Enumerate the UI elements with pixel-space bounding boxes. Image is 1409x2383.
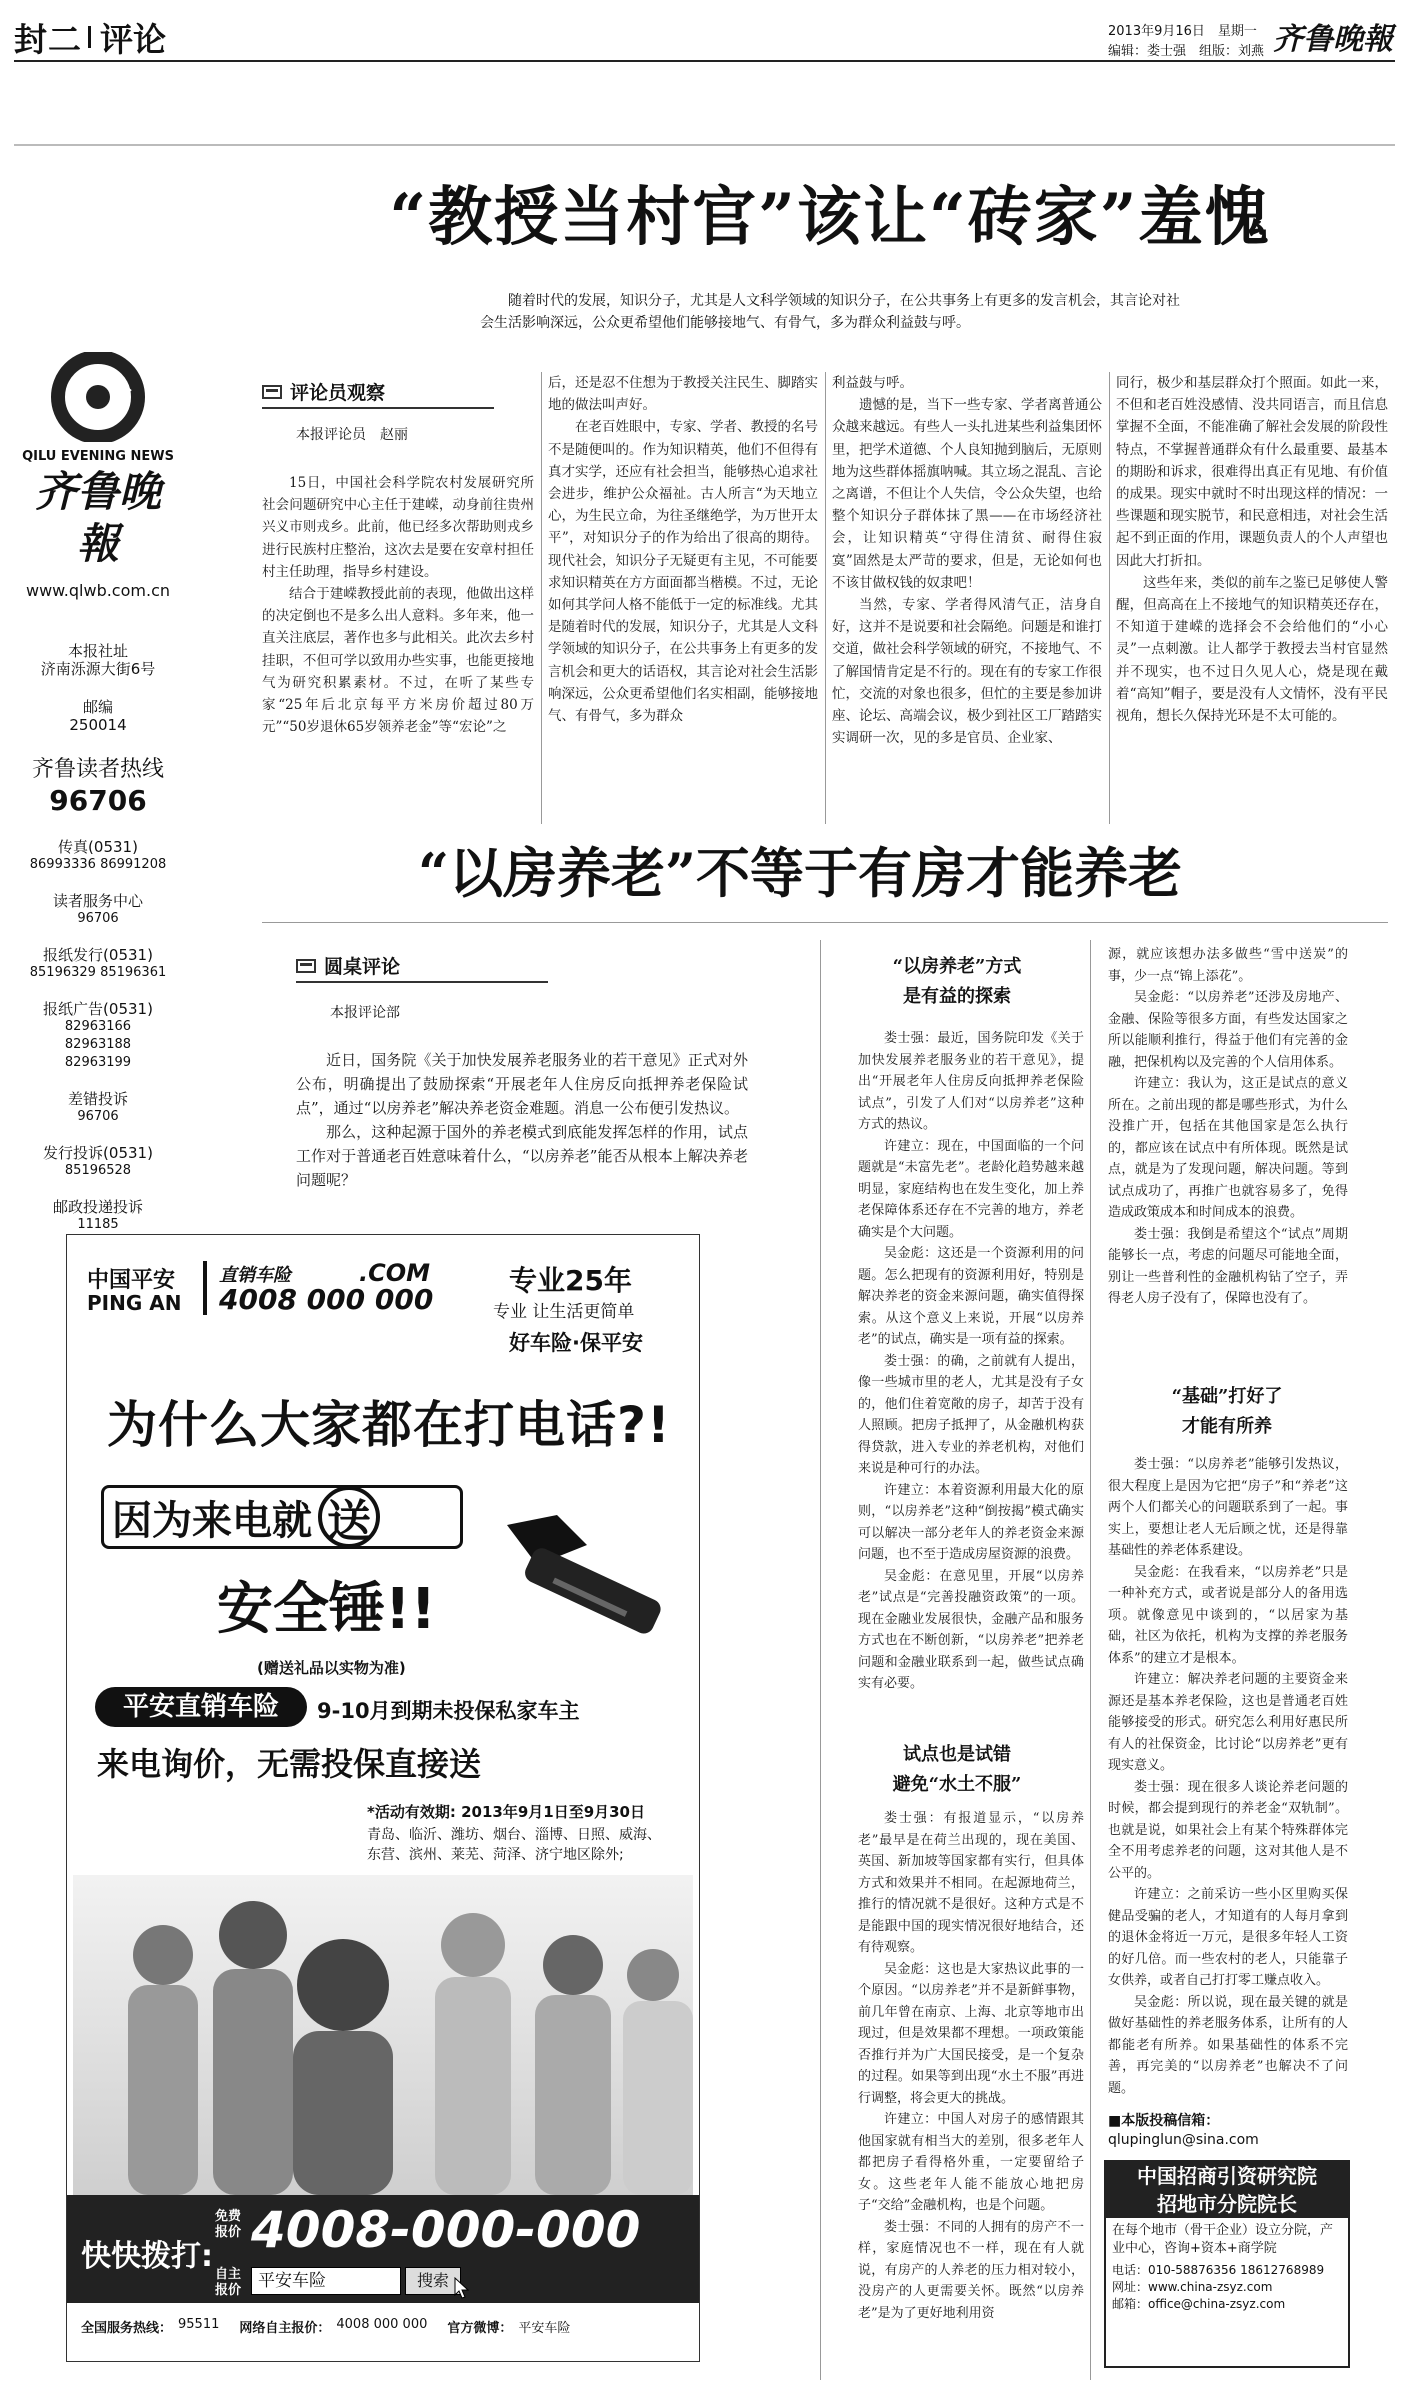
issue-date: 2013年9月16日 星期一	[1108, 24, 1257, 39]
direct-sales-phone: 4008 000 000	[219, 1283, 434, 1316]
self-quote-label: 自主报价	[215, 2267, 242, 2298]
contact-item: 发行投诉(0531) 85196528	[43, 1144, 153, 1178]
dial-label: 快快拨打:	[81, 2239, 213, 2274]
gift-badge: 送	[318, 1486, 380, 1548]
logo-mark	[46, 352, 150, 442]
dotcom-label: .COM	[359, 1259, 431, 1287]
logo-divider	[203, 1261, 207, 1315]
contact-item: 报纸发行(0531) 85196329 85196361	[29, 946, 167, 980]
contact-item: 报纸广告(0531) 82963166 82963188 82963199	[43, 1000, 153, 1070]
safety-hammer-icon	[467, 1505, 667, 1645]
article2-column-tag: 圆桌评论	[296, 952, 548, 983]
column-rule	[820, 940, 821, 2380]
contact-item: 邮政投递投诉 11185	[52, 1198, 143, 1232]
header-rule	[14, 144, 1395, 146]
article2-column-b: 源，就应该想办法多做些“雪中送炭”的事，少一点“锦上添花”。 吴金彪：“以房养老”还涉及房地产、金融、保险等很多方面，有些发达国家之所以能顺利推行，得益于他们有完善的金融，把保机构以及完善的个人信用体系。 许建立：我认为，这正是试点的意义所在。之前出现的都是哪些形式，为什么没推广开，包括在其他国家是怎么执行的，都应该在试点中有所体现。既然是试点，就是为了发现问题，解决问题。等到试点成功了，再推广也就容易多了，免得造成政策成本和时间成本的浪费。 娄士强：我倒是希望这个“试点”周期能够长一点，考虑的问题尽可能地全面，别让一些普利性的金融机构钻了空子，弄得老人房子没有了，保障也没有了。	[1108, 947, 1348, 1306]
call-line: 来电询价，无需投保直接送	[97, 1745, 482, 1783]
article1-byline: 本报评论员 赵丽	[296, 427, 408, 443]
product-badge: 平安直销车险	[95, 1687, 307, 1727]
postcode: 250014	[69, 716, 127, 734]
column-rule	[1090, 940, 1091, 2380]
column-tag-icon	[296, 959, 316, 973]
article1-lead: 随着时代的发展，知识分子，尤其是人文科学领域的知识分子，在公共事务上有更多的发言机会，其言论对社会生活影响深远，公众更希望他们能够接地气、有骨气，多为群众利益鼓与呼。	[480, 293, 1180, 331]
investment-ad-phone: 电话：010-58876356 18612768989	[1112, 2263, 1325, 2277]
masthead-rule	[14, 60, 1395, 62]
family-photo	[73, 1875, 693, 2195]
website-link[interactable]: www.qlwb.com.cn	[26, 581, 170, 600]
direct-sales-label: 直销车险	[219, 1265, 291, 1286]
investment-ad	[1104, 2160, 1350, 2368]
column-rule	[541, 372, 542, 824]
hotline-label: 齐鲁读者热线	[31, 757, 164, 782]
masthead-brand: 齐鲁晚報	[1273, 22, 1393, 57]
search-button[interactable]: 搜索	[405, 2267, 461, 2295]
safety-hammer-label: 安全锤!!	[217, 1577, 437, 1642]
investment-ad-web: 网址：www.china-zsyz.com	[1112, 2280, 1273, 2294]
search-input[interactable]: 平安车险	[251, 2267, 401, 2295]
article1-column-2: 后，还是忍不住想为于教授关注民生、脚踏实地的做法叫声好。 在老百姓眼中，专家、学者、教授的名号不是随便叫的。作为知识精英，他们不但得有真才实学，还应有社会担当，能够热心追求社会进步，维护公众福祉。古人所言“为天地立心，为生民立命，为往圣继绝学，为万世开太平”，对知识分子的作为给出了很高的期待。现代社会，知识分子无疑更有主见，不可能要求知识精英在方方面面都当楷模。不过，无论如何其学问人格不能低于一定的标准线。尤其是随着时代的发展，知识分子，尤其是人文科学领域的知识分子，在公共事务上有更多的发言机会和更大的话语权，其言论对社会生活影响深远，公众更希望他们名实相副，能够接地气、有骨气，多为群众	[548, 375, 818, 725]
campaign-text: 9-10月到期未投保私家车主	[317, 1699, 580, 1723]
article2-intro: 近日，国务院《关于加快发展养老服务业的若干意见》正式对外公布，明确提出了鼓励探索“开展老年人住房反向抵押养老保险试点”，通过“以房养老”解决养老资金难题。消息一公布便引发热议。 那么，这种起源于国外的养老模式到底能发挥怎样的作用，试点工作对于普通老百姓意味着什么，“以房养老”能否从根本上解决养老问题呢？	[296, 1051, 748, 1189]
investment-ad-subtitle: 招地市分院院长	[1106, 2190, 1348, 2218]
sidebar	[18, 352, 178, 1252]
ping-an-logo-cn: 中国平安	[87, 1268, 176, 1293]
article2-column-b2: 娄士强：“以房养老”能够引发热议，很大程度上是因为它把“房子”和“养老”这两个人们都关心的问题联系到了一起。事实上，要想让老人无后顾之忧，还是得靠基础性的养老体系建设。 吴金彪：在我看来，“以房养老”只是一种补充方式，或者说是部分人的备用选项。就像意见中谈到的，“以居家为基础，社区为依托，机构为支撑的养老服务体系”的建立才是根本。 许建立：解决养老问题的主要资金来源还是基本养老保险，这也是普通老百姓能够接受的形式。研究怎么利用好惠民所有人的社保资金，比讨论“以房养老”更有现实意义。 娄士强：现在很多人谈论养老问题的时候，都会提到现行的养老金“双轨制”。也就是说，如果社会上有某个特殊群体完全不用考虑养老的问题，这对其他人是不公平的。 许建立：之前采访一些小区里购买保健品受骗的老人，才知道有的人每月拿到的退休金将近一万元，是很多年轻人工资的好几倍。而一些农村的老人，只能靠子女供养，或者自己打打零工赚点收入。 吴金彪：所以说，现在最关键的就是做好基础性的养老服务体系，让所有的人都能老有所养。如果基础性的体系不完善，再完美的“以房养老”也解决不了问题。	[1108, 1457, 1348, 2096]
slogan: 专业 让生活更简单	[493, 1302, 635, 1322]
subhead-1: “以房养老”方式 是有益的探索	[892, 956, 1022, 1007]
article1-headline: “教授当村官”该让“砖家”羞愧	[389, 180, 1271, 255]
tagline: 好车险·保平安	[509, 1331, 643, 1355]
article1-column-tag: 评论员观察	[262, 378, 494, 409]
hotline-number[interactable]: 96706	[49, 784, 147, 817]
article2-rule	[262, 922, 1388, 923]
column-tag-icon	[262, 385, 282, 399]
subhead-2: 试点也是试错 避免“水土不服”	[892, 1744, 1022, 1795]
contact-list	[18, 838, 178, 1234]
article1-column-3: 利益鼓与呼。 遗憾的是，当下一些专家、学者离普通公众越来越远。有些人一头扎进某些利益集团怀里，把学术道德、个人良知抛到脑后，无原则地为这些群体摇旗呐喊。其立场之混乱、言论之离谱，不但让个人失信，令公众失望，也给整个知识分子群体抹了黑——在市场经济社会，让知识精英“守得住清贫、耐得住寂寞”固然是太严苛的要求，但是，无论如何也不该甘做权钱的奴隶吧！ 当然，专家、学者得风清气正，洁身自好，这并不是说要和社会隔绝。问题是和谁打交道，做社会科学领域的研究，不接地气、不了解国情肯定是不行的。现在有的专家工作很忙，交流的对象也很多，但忙的主要是参加讲座、论坛、高端会议，极少到社区工厂踏踏实实调研一次，见的多是官员、企业家、	[832, 375, 1102, 747]
article1-column-4: 同行，极少和基层群众打个照面。如此一来，不但和老百姓没感情、没共同语言，而且信息掌握不全面，不能准确了解社会发展的阶段性特点，不掌握普通群众有什么最重要、最基本的期盼和诉求，很难得出真正有见地、有价值的成果。现实中就时不时出现这样的情况：一些课题和现实脱节，和民意相违，对社会生活起不到正面的作用，课题负责人的个人声望也因此大打折扣。 这些年来，类似的前车之鉴已足够使人警醒，但高高在上不接地气的知识精英还存在，不知道于建嵘的选择会不会给他们的“小心灵”一点刺激。让人都学于教授去当村官显然并不现实，也不过日久见人心，烧是现在戴着“高知”帽子，要是没有人文情怀，没有平民视角，想长久保持光环是不太可能的。	[1116, 375, 1388, 725]
phone-number[interactable]: 4008-000-000	[251, 2201, 641, 2259]
logo-chinese: 齐鲁晚報	[34, 467, 161, 568]
phone-strip	[67, 2195, 699, 2303]
subhead-3: “基础”打好了 才能有所养	[1171, 1386, 1283, 1437]
validity: *活动有效期: 2013年9月1日至9月30日	[367, 1803, 645, 1821]
column-rule	[1109, 372, 1110, 824]
ping-an-logo-en: PING AN	[87, 1291, 182, 1315]
excluded-cities: 青岛、临沂、潍坊、烟台、淄博、日照、威海、东营、滨州、莱芜、菏泽、济宁地区除外;	[367, 1827, 661, 1863]
column-rule	[825, 372, 826, 824]
article1-column-1: 15日，中国社会科学院农村发展研究所社会问题研究中心主任于建嵘，动身前往贵州兴义市则戎乡。此前，他已经多次帮助则戎乡进行民族村庄整治，这次去是要在安章村担任村主任助理，指导乡村建设。 结合于建嵘教授此前的表现，他做出这样的决定倒也不是多么出人意料。多年来，他一直关注底层，著作也多与此相关。此次去乡村挂职，不但可学以致用办些实事，也能更接地气为研究积累素材。不过，在听了某些专家“25年后北京每平方米房价超过80万元”“50岁退休65岁领养老金”等“宏论”之	[262, 475, 534, 736]
article2-byline: 本报评论部	[330, 1005, 400, 1021]
logo-english: QILU EVENING NEWS	[22, 449, 174, 464]
ad-footer: 全国服务热线： 95511 网络自主报价： 4008 000 000 官方微博： 平安车险	[81, 2317, 571, 2336]
article2-column-a: 娄士强：最近，国务院印发《关于加快发展养老服务业的若干意见》，提出“开展老年人住房反向抵押养老保险试点”，引发了人们对“以房养老”这种方式的热议。 许建立：现在，中国面临的一个问题就是“未富先老”。老龄化趋势越来越明显，家庭结构也在发生变化，加上养老保障体系还存在不完善的地方，养老确实是个大问题。 吴金彪：这还是一个资源利用的问题。怎么把现有的资源利用好，特别是解决养老的资金来源问题，确实值得探索。从这个意义上来说，开展“以房养老”的试点，确实是一项有益的探索。 娄士强：的确，之前就有人提出，像一些城市里的老人，尤其是没有子女的，他们住着宽敞的房子，却苦于没有人照顾。把房子抵押了，从金融机构获得贷款，进入专业的养老机构，对他们来说是种可行的办法。 许建立：本着资源利用最大化的原则，“以房养老”这种“倒按揭”模式确实可以解决一部分老年人的养老资金来源问题，也不至于造成房屋资源的浪费。 吴金彪：在意见里，开展“以房养老”试点是“完善投融资政策”的一项。现在金融业发展很快，金融产品和服务方式也在不断创新，“以房养老”把养老问题和金融业联系到一起，做些试点确实有必要。	[858, 1031, 1084, 1691]
address: 济南泺源大街6号	[40, 660, 156, 678]
family-photo-icon	[73, 1875, 693, 2195]
submission-email[interactable]: qlupinglun@sina.com	[1108, 2132, 1259, 2148]
reason-box: 因为来电就 送	[101, 1485, 463, 1549]
masthead-divider	[88, 26, 91, 48]
contact-item: 传真(0531) 86993336 86991208	[29, 838, 167, 872]
article2-column-a2: 娄士强：有报道显示，“以房养老”最早是在荷兰出现的，现在美国、英国、新加坡等国家都有实行，但具体方式和效果并不相同。在起源地荷兰，推行的情况就不是很好。这种方式是不是能跟中国的现实情况很好地结合，还有待观察。 吴金彪：这也是大家热议此事的一个原因。“以房养老”并不是新鲜事物，前几年曾在南京、上海、北京等地市出现过，但是效果都不理想。一项政策能否推行并为广大国民接受，是一个复杂的过程。如果等到出现“水土不服”再进行调整，将会更大的挑战。 许建立：中国人对房子的感情跟其他国家就有相当大的差别，很多老年人都把房子看得格外重，一定要留给子女。这些老年人能不能放心地把房子“交给”金融机构，也是个问题。 娄士强：不同的人拥有的房产不一样，家庭情况也不一样，现在有人就说，有房产的人养老的压力相对较小，没房产的人更需要关怀。既然“以房养老”是为了更好地利用资	[858, 1811, 1084, 2321]
ping-an-ad	[66, 1234, 700, 2362]
article2-headline: “以房养老”不等于有房才能养老	[417, 841, 1183, 905]
investment-ad-title: 中国招商引资研究院	[1106, 2162, 1348, 2190]
investment-ad-mail: 邮箱：office@china-zsyz.com	[1112, 2297, 1286, 2311]
ad-headline: 为什么大家都在打电话?!	[107, 1396, 671, 1454]
editor-credits: 编辑：娄士强 组版：刘燕	[1108, 44, 1265, 59]
address-label: 本报社址	[67, 642, 128, 660]
submission-label: ■本版投稿信箱：	[1108, 2113, 1220, 2129]
pro-years: 专业25年	[509, 1264, 632, 1297]
postcode-label: 邮编	[82, 698, 113, 716]
gift-note: (赠送礼品以实物为准)	[257, 1659, 406, 1677]
contact-item: 读者服务中心 96706	[52, 892, 143, 926]
free-quote-label: 免费报价	[215, 2209, 242, 2240]
logo-swirl-icon	[46, 352, 150, 442]
section-title: 评论	[100, 20, 166, 59]
investment-ad-desc: 在每个地市（骨干企业）设立分院，产业中心，咨询+资本+商学院	[1112, 2223, 1334, 2256]
page-label: 封二	[14, 20, 82, 59]
contact-item: 差错投诉 96706	[67, 1090, 128, 1124]
cursor-icon	[453, 2277, 471, 2299]
